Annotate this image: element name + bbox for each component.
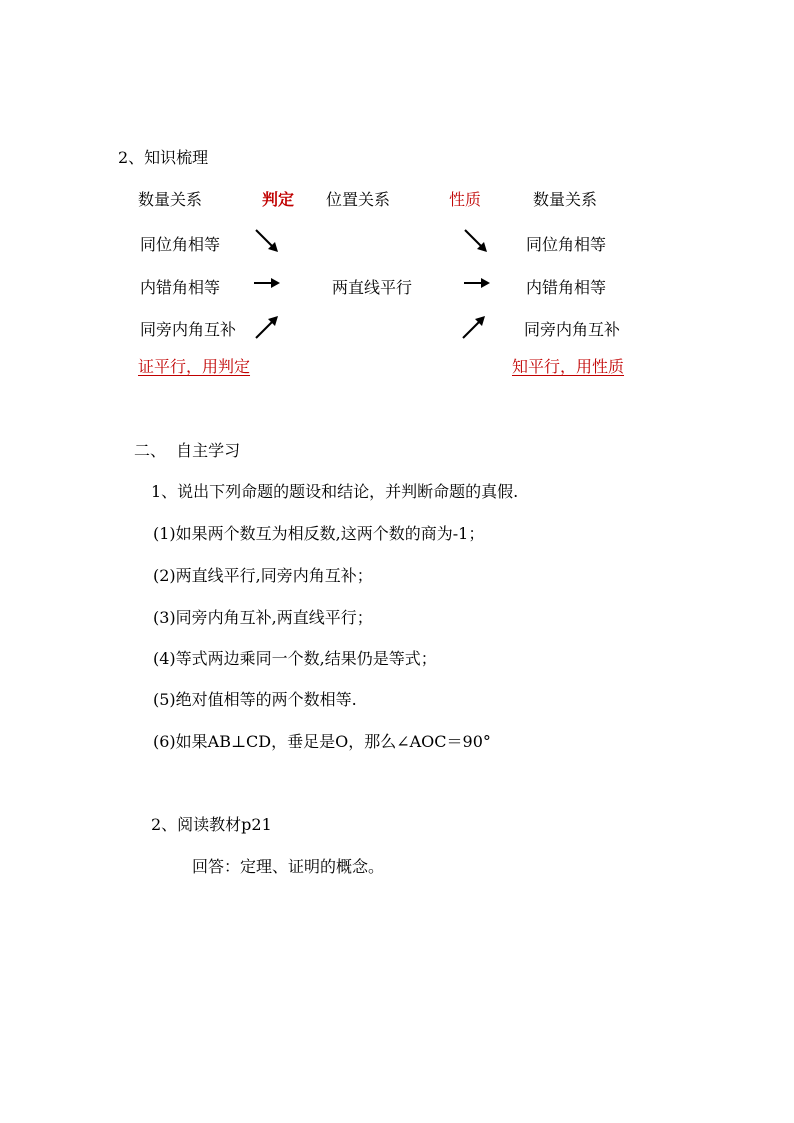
section-title: 2、知识梳理: [118, 148, 209, 167]
proposition-1: (1)如果两个数互为相反数,这两个数的商为-1；: [153, 524, 485, 543]
center-parallel: 两直线平行: [332, 278, 413, 297]
arrow-down-right-icon: [252, 226, 282, 256]
right-item-alternate: 内错角相等: [526, 278, 607, 297]
header-position: 位置关系: [326, 190, 391, 209]
right-item-corresponding: 同位角相等: [526, 235, 607, 254]
question-1-title: 1、说出下列命题的题设和结论，并判断命题的真假.: [151, 482, 519, 501]
right-item-same-side: 同旁内角互补: [524, 320, 621, 339]
arrow-up-right-icon: [459, 312, 489, 342]
proposition-2: (2)两直线平行,同旁内角互补；: [153, 566, 373, 585]
arrow-down-right-icon: [461, 226, 491, 256]
header-right-quantity: 数量关系: [533, 190, 598, 209]
proposition-3: (3)同旁内角互补,两直线平行；: [153, 608, 373, 627]
question-2-title: 2、阅读教材p21: [151, 815, 272, 834]
question-2-answer: 回答：定理、证明的概念。: [192, 857, 385, 876]
arrow-up-right-icon: [252, 312, 282, 342]
note-know-parallel: 知平行，用性质: [512, 357, 625, 376]
proposition-4: (4)等式两边乘同一个数,结果仍是等式；: [153, 649, 437, 668]
left-item-corresponding: 同位角相等: [140, 235, 221, 254]
header-left-quantity: 数量关系: [138, 190, 203, 209]
arrow-right-icon: [252, 268, 282, 298]
left-item-alternate: 内错角相等: [140, 278, 221, 297]
arrow-right-icon: [462, 268, 492, 298]
proposition-6: (6)如果AB⊥CD，垂足是O，那么∠AOC＝90°: [153, 732, 491, 751]
header-property: 性质: [449, 190, 482, 209]
left-item-same-side: 同旁内角互补: [140, 320, 237, 339]
section-heading-self-study: 二、 自主学习: [134, 441, 241, 460]
note-prove-parallel: 证平行，用判定: [138, 357, 251, 376]
header-judge: 判定: [262, 190, 295, 209]
proposition-5: (5)绝对值相等的两个数相等.: [153, 690, 357, 709]
